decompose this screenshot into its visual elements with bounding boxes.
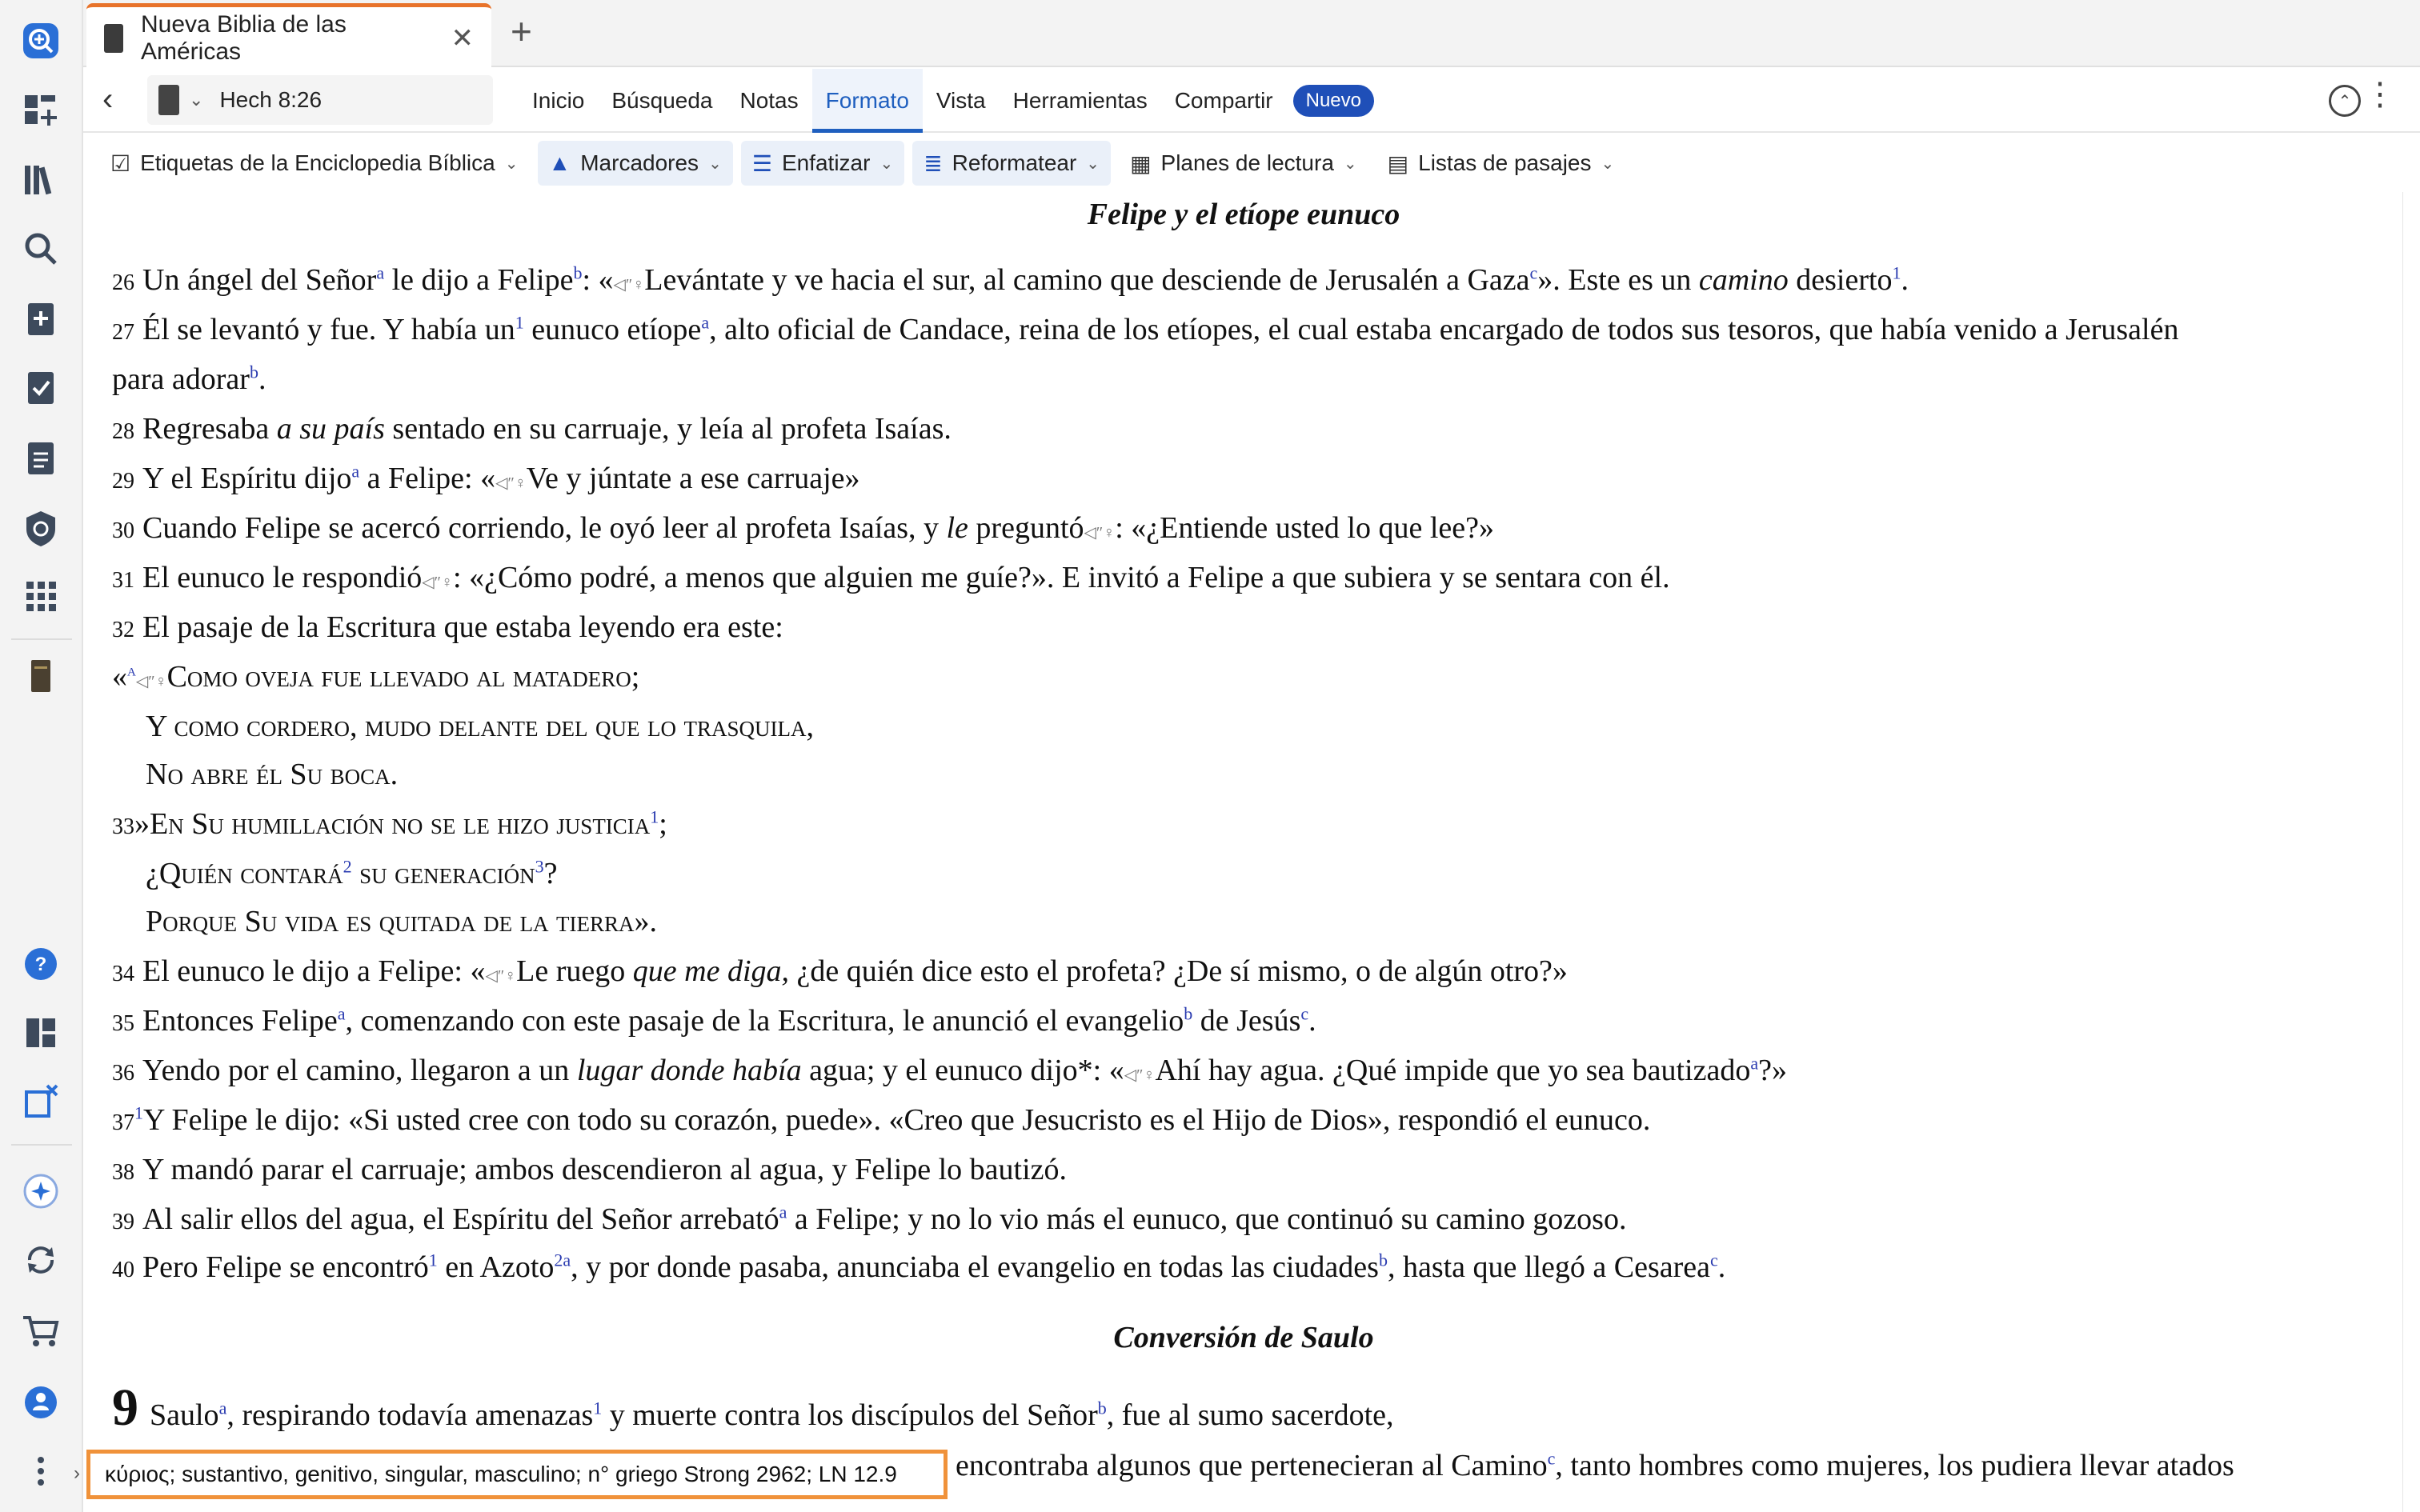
verse-text: Regresaba [142,412,277,446]
reference-box[interactable] [147,75,493,125]
verse-27-cont[interactable] [112,362,266,397]
library-icon[interactable] [18,157,64,203]
word-info-status: κύριος; sustantivo, genitivo, singular, masculino; n° griego Strong 2962; LN 12.9 [86,1450,948,1499]
format-label: Reformatear [952,150,1077,175]
italic-text: lugar donde había [576,1054,802,1087]
tab-nueva-biblia[interactable] [86,3,491,69]
document-icon[interactable] [18,435,64,482]
verse-text: Cuando Felipe se acercó corriendo, le oyó leer al profeta Isaías, y [142,511,947,545]
verse-text: desierto [1788,263,1893,297]
verse-text: agua; y el eunuco dijo*: « [801,1054,1124,1087]
verse-text: Y mandó parar el carruaje; ambos descendieron al agua, y Felipe lo bautizó. [142,1153,1068,1186]
verse-33[interactable] [112,806,667,842]
passage-lists-button[interactable] [1376,141,1626,186]
verse-38[interactable] [112,1152,1067,1187]
verse-number: 37 [112,1110,134,1135]
reading-plans-button[interactable] [1119,141,1368,186]
search-icon[interactable] [18,226,64,272]
verse-30[interactable] [112,510,1494,546]
verse-text: sentado en su carruaje, y leía al profeta Isaías. [384,412,952,446]
footnote-marker[interactable]: b [1184,1003,1193,1024]
bookmark-icon: ▤ [1387,150,1409,176]
reformat-button[interactable] [912,141,1111,186]
speaker-marker-icon: ◁″♀ [485,967,517,985]
chevron-right-icon[interactable]: › [74,1462,80,1484]
speaker-marker-icon: ◁″♀ [422,574,454,591]
verse-28[interactable] [112,411,952,446]
footnote-marker[interactable]: c [1547,1448,1556,1469]
menu-vista[interactable]: Vista [936,88,986,113]
chevron-down-icon: ⌄ [504,154,519,173]
verse-text: su generación [351,857,535,890]
tab-title: Nueva Biblia de las Américas [141,10,347,65]
apps-grid-icon[interactable] [18,573,64,619]
verse-text: le dijo a Felipe [384,263,574,297]
chapter-9-verse-1[interactable] [112,1378,1394,1438]
verse-number: 39 [112,1210,134,1234]
more-icon[interactable] [18,1448,64,1494]
ai-sparkle-icon[interactable] [18,1168,64,1214]
speaker-marker-icon: ◁″♀ [135,673,167,690]
verse-text: de Jesús [1192,1004,1301,1038]
verse-35[interactable] [112,1003,1316,1038]
verse-text: Al salir ellos del agua, el Espíritu del Señor arrebató [142,1202,779,1236]
verse-text: y muerte contra los discípulos del Señor [602,1398,1098,1432]
shield-icon[interactable] [18,506,64,552]
italic-text: que me diga, [632,954,790,988]
close-icon[interactable]: ✕ [451,22,474,54]
verse-text: a Felipe: « [359,462,496,495]
layout-icon[interactable] [18,1010,64,1056]
footnote-marker[interactable]: a [127,659,136,680]
chapter-9-verse-2[interactable] [956,1448,2234,1483]
verse-text: , hasta que llegó a Cesarea [1387,1250,1710,1284]
verse-text: Él se levantó y fue. Y había un [142,313,515,346]
footnote-marker[interactable]: b [573,262,583,283]
verse-number: 40 [112,1258,134,1282]
verse-40[interactable] [112,1250,1725,1285]
italic-text: a su país [276,412,385,446]
footnote-marker[interactable]: c [1710,1250,1718,1270]
verse-number: 30 [112,518,134,543]
chapter-number: 9 [112,1378,138,1437]
verse-number: 26 [112,270,134,295]
verse-34[interactable] [112,954,1568,989]
speaker-marker-icon: ◁″♀ [1124,1066,1156,1084]
close-panels-icon[interactable] [18,1078,64,1125]
verse-text: Yendo por el camino, llegaron a un [142,1054,577,1087]
chevron-down-icon[interactable]: ⌄ [189,90,204,110]
cart-icon[interactable] [18,1307,64,1354]
format-label: Etiquetas de la Enciclopedia Bíblica [140,150,495,175]
book-icon[interactable] [18,653,64,699]
verse-number: 35 [112,1011,134,1036]
verse-number: 28 [112,419,134,444]
verse-text: El eunuco le dijo a Felipe: « [142,954,486,988]
verse-36[interactable] [112,1053,1787,1088]
reference-input[interactable]: Hech 8:26 [219,87,323,112]
footnote-marker[interactable]: b [249,362,258,382]
verse-29[interactable] [112,461,860,496]
verse-text: « [112,660,127,694]
reformat-icon: ≣ [924,150,943,176]
triangle-icon: ▲ [548,150,571,175]
verse-text: : «¿Entiende usted lo que lee?» [1115,511,1494,545]
verse-37[interactable] [112,1102,1650,1138]
footnote-marker[interactable]: b [1097,1398,1107,1418]
emphasize-button[interactable] [741,141,904,186]
verse-number: 31 [112,568,134,593]
verse-text: ? [543,857,558,890]
sync-icon[interactable] [18,1237,64,1283]
verse-text: ; [659,807,667,841]
account-icon[interactable] [18,1379,64,1426]
verse-text: para adorar [112,362,250,396]
verse-text: . [1901,263,1909,297]
verse-text: . [1308,1004,1316,1038]
verse-text: , tanto hombres como mujeres, los pudiera llevar atados [1555,1449,2234,1482]
checklist-icon[interactable] [18,365,64,411]
verse-text: : «¿Cómo podré, a menos que alguien me guíe?». E invitó a Felipe a que subiera y se sentara con él. [453,561,1670,594]
search-add-icon[interactable] [18,18,64,64]
verse-27[interactable] [112,312,2178,347]
bible-text-panel [83,192,2404,1512]
menu-busqueda[interactable]: Búsqueda [611,88,713,113]
verse-number: 32 [112,618,134,642]
verse-text: Le ruego [516,954,633,988]
svg-text:?: ? [34,954,47,975]
quote-line-4[interactable] [146,856,558,891]
footnote-marker[interactable]: 3 [535,856,544,877]
new-tab-button[interactable]: + [511,10,532,52]
tag-icon: ☑ [110,150,131,176]
book-icon [158,85,179,115]
verse-text: , alto oficial de Candace, reina de los etíopes, el cual estaba encargado de todos sus tesoros, que había venido a Jerusalén [709,313,2179,346]
footnote-marker[interactable]: a [337,1003,346,1024]
verse-text: ». Este es un [1537,263,1699,297]
verse-text: Saulo [150,1398,219,1432]
format-label: Listas de pasajes [1418,150,1592,175]
italic-text: camino [1698,263,1789,297]
back-icon[interactable]: ‹ [102,82,114,117]
book-icon [104,24,123,53]
footnote-marker[interactable]: 1 [515,312,524,333]
footnote-marker[interactable]: 1 [428,1250,438,1270]
verse-text: , respirando todavía amenazas [226,1398,594,1432]
verse-text: . [258,362,266,396]
tab-bar [83,0,2420,67]
verse-text: Como oveja fue llevado al matadero; [166,660,640,694]
quote-line-2[interactable]: Y como cordero, mudo delante del que lo trasquila, [146,710,814,743]
calendar-icon: ▦ [1130,150,1152,176]
speaker-marker-icon: ◁″♀ [495,474,527,492]
verse-text: , y por donde pasaba, anunciaba el evangelio en todas las ciudades [571,1250,1379,1284]
format-label: Planes de lectura [1160,150,1334,175]
format-bar [83,134,2420,192]
menu-compartir[interactable]: Compartir [1174,88,1273,113]
resource-toolbar [83,69,2420,133]
verse-text: El pasaje de la Escritura que estaba leyendo era este: [142,610,783,644]
verse-text: El eunuco le respondió [142,561,423,594]
quote-line-5[interactable]: Porque Su vida es quitada de la tierra». [146,905,658,938]
verse-number: 33 [112,814,134,839]
footnote-marker[interactable]: 2 [343,856,352,877]
chevron-down-icon: ⌄ [1343,154,1357,173]
verse-text: . [1717,1250,1726,1284]
verse-number: 38 [112,1160,134,1185]
footnote-marker[interactable]: c [1529,262,1538,283]
verse-text: Entonces Felipe [142,1004,338,1038]
speaker-marker-icon: ◁″♀ [1084,524,1116,542]
verse-text: Y el Espíritu dijo [142,462,352,495]
verse-text: Y Felipe le dijo: «Si usted cree con todo su corazón, puede». «Creo que Jesucristo es el Hijo de Dios», respondió el eunuco. [143,1103,1651,1137]
chevron-down-icon: ⌄ [1601,154,1615,173]
chevron-down-icon: ⌄ [879,154,894,173]
footnote-marker[interactable]: a [1750,1053,1759,1074]
left-sidebar [0,0,83,1512]
footnote-marker[interactable]: a [376,262,385,283]
verse-number: 34 [112,962,134,986]
verse-text: Pero Felipe se encontró [142,1250,429,1284]
footnote-marker[interactable]: c [1300,1003,1309,1024]
verse-text: preguntó [968,511,1084,545]
verse-number: 36 [112,1061,134,1086]
menu-bar [519,69,1374,133]
menu-formato[interactable]: Formato [812,69,923,133]
format-label: Enfatizar [781,150,871,175]
quote-line-1[interactable] [112,659,639,694]
verse-text: Un ángel del Señor [142,263,377,297]
footnote-marker[interactable]: a [351,461,360,482]
add-note-icon[interactable] [18,296,64,342]
footnote-marker[interactable]: 1 [650,806,659,827]
verse-text: Ve y júntate a ese carruaje» [526,462,860,495]
emphasis-icon: ☰ [751,150,772,176]
italic-text: le [946,511,968,545]
verse-number: 29 [112,469,134,494]
help-icon[interactable] [18,941,64,987]
footnote-marker[interactable]: b [1378,1250,1388,1270]
verse-26[interactable] [112,262,1909,298]
footnote-marker[interactable]: 1 [593,1398,603,1418]
more-options-icon[interactable]: ⋮ [2364,77,2396,112]
chevron-down-icon: ⌄ [1086,154,1100,173]
verse-text: encontraba algunos que pertenecieran al Camino [956,1449,1548,1482]
verse-text: eunuco etíope [523,313,702,346]
footnote-marker[interactable]: a [218,1398,227,1418]
footnote-marker[interactable]: 1 [134,1102,143,1123]
verse-number: 27 [112,320,134,345]
speaker-marker-icon: ◁″♀ [613,276,645,294]
menu-inicio[interactable]: Inicio [532,88,585,113]
menu-herramientas[interactable]: Herramientas [1012,88,1148,113]
verse-text: Levántate y ve hacia el sur, al camino que desciende de Jerusalén a Gaza [644,263,1530,297]
markers-button[interactable] [538,141,733,186]
verse-text: , fue al sumo sacerdote, [1106,1398,1394,1432]
section-heading: Felipe y el etíope eunuco [1087,198,1400,231]
verse-31[interactable] [112,560,1670,595]
scrollbar[interactable] [2402,192,2420,1512]
menu-notas[interactable]: Notas [739,88,799,113]
sidebar-divider [11,1144,72,1146]
verse-text: en Azoto [437,1250,555,1284]
dashboard-add-icon[interactable] [18,86,64,133]
verse-32[interactable] [112,610,783,645]
verse-text: ¿de quién dice esto el profeta? ¿De sí mismo, o de algún otro?» [789,954,1568,988]
footnote-marker[interactable]: a [701,312,710,333]
bible-encyclopedia-tags-button[interactable] [99,141,530,186]
verse-text: : « [582,263,614,297]
verse-text: , comenzando con este pasaje de la Escritura, le anunció el evangelio [345,1004,1184,1038]
verse-text: Ahí hay agua. ¿Qué impide que yo sea bautizado [1155,1054,1751,1087]
section-heading: Conversión de Saulo [1113,1321,1374,1354]
chevron-down-icon: ⌄ [708,154,722,173]
collapse-up-icon[interactable]: ⌃ [2329,85,2361,117]
verse-text: »En Su humillación no se le hizo justicia [134,807,651,841]
verse-39[interactable] [112,1202,1626,1237]
verse-text: ¿Quién contará [146,857,343,890]
quote-line-3[interactable]: No abre él Su boca. [146,758,399,791]
new-badge[interactable]: Nuevo [1293,85,1374,117]
verse-text: a Felipe; y no lo vio más el eunuco, que continuó su camino gozoso. [787,1202,1627,1236]
verse-text: ?» [1758,1054,1787,1087]
footnote-marker[interactable]: 1 [1892,262,1901,283]
footnote-marker[interactable]: 2a [554,1250,571,1270]
sidebar-divider [11,638,72,640]
format-label: Marcadores [580,150,699,175]
footnote-marker[interactable]: a [779,1202,787,1222]
